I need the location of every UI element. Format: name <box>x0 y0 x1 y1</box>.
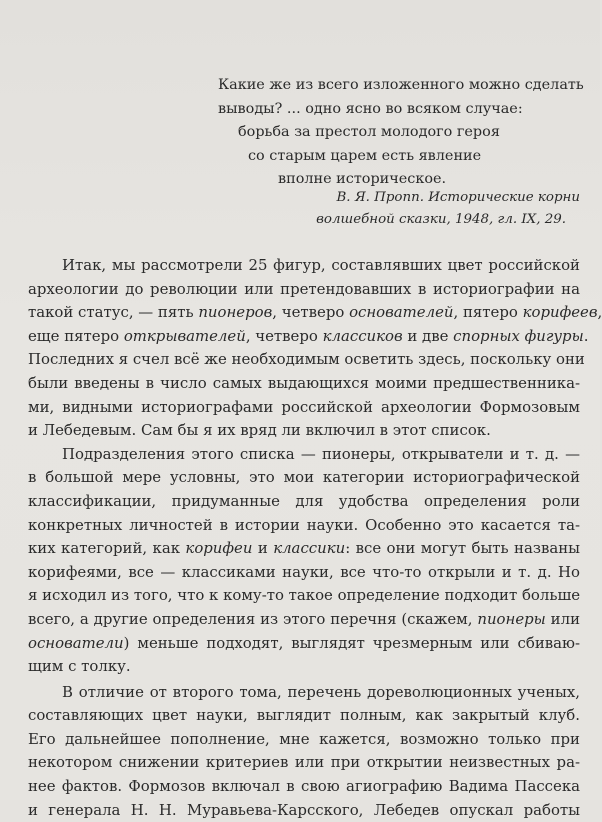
epigraph-line: Какие же из всего изложенного можно сделать <box>218 77 584 93</box>
body-line: В отличие от второго тома, перечень дореволюционных ученых, <box>62 682 580 701</box>
body-line: корифеями, все — классиками науки, все что-то открыли и т. д. Но <box>28 562 580 581</box>
body-line: ких категорий, как корифеи и классики: все они могут быть названы <box>28 539 580 558</box>
epigraph <box>213 74 583 192</box>
body-line: были введены в число самых выдающихся моими предшественника- <box>28 373 580 392</box>
body-line: в большой мере условны, это мои категории историографической <box>28 468 580 487</box>
epigraph-line: со старым царем есть явление <box>248 147 482 164</box>
body-line: некотором снижении критериев или при открытии неизвестных ра- <box>28 753 580 772</box>
body-line: нее фактов. Формозов включал в свою агиографию Вадима Пассека <box>28 777 580 796</box>
body-text <box>28 254 602 822</box>
body-line: Подразделения этого списка — пионеры, открыватели и т. д. — <box>62 444 580 463</box>
body-line: конкретных личностей в истории науки. Особенно это касается та- <box>28 515 580 534</box>
body-line: и генерала Н. Н. Муравьева-Карсского, Лебедев опускал работы <box>28 800 580 819</box>
body-line: археологии до революции или претендовавших в историографии на <box>28 279 580 298</box>
attribution-line: В. Я. Пропп. Исторические корни <box>336 190 580 205</box>
body-line: всего, а другие определения из этого перечня (скажем, пионеры или <box>28 609 580 628</box>
show-through-text <box>30 28 150 48</box>
epigraph-line: выводы? ... одно ясно во всяком случае: <box>218 100 523 117</box>
epigraph-attribution <box>260 187 580 231</box>
body-line: основатели) меньше подходят, выглядят чрезмерным или сбиваю- <box>28 633 580 652</box>
attribution-line: волшебной сказки, 1948, гл. IX, 29. <box>316 212 566 227</box>
body-line: классификации, придуманные для удобства определения роли <box>28 491 580 510</box>
body-line: и Лебедевым. Сам бы я их вряд ли включил в этот список. <box>28 421 491 440</box>
body-line: еще пятеро открывателей, четверо классиков и две спорных фигуры. <box>28 326 589 345</box>
body-line: щим с толку. <box>28 657 131 676</box>
body-line: Его дальнейшее пополнение, мне кажется, возможно только при <box>28 729 580 748</box>
body-line: такой статус, — пять пионеров, четверо основателей, пятеро корифеев, <box>28 303 602 322</box>
body-line: я исходил из того, что к кому-то такое определение подходит больше <box>28 586 581 605</box>
body-line: Итак, мы рассмотрели 25 фигур, составлявших цвет российской <box>62 256 580 274</box>
body-line: составляющих цвет науки, выглядит полным, как закрытый клуб. <box>28 706 580 725</box>
epigraph-line: вполне историческое. <box>278 171 447 187</box>
epigraph-line: борьба за престол молодого героя <box>238 124 500 140</box>
body-line: Последних я счел всё же необходимым осветить здесь, поскольку они <box>28 350 585 369</box>
body-line: ми, видными историографами российской археологии Формозовым <box>28 397 580 416</box>
